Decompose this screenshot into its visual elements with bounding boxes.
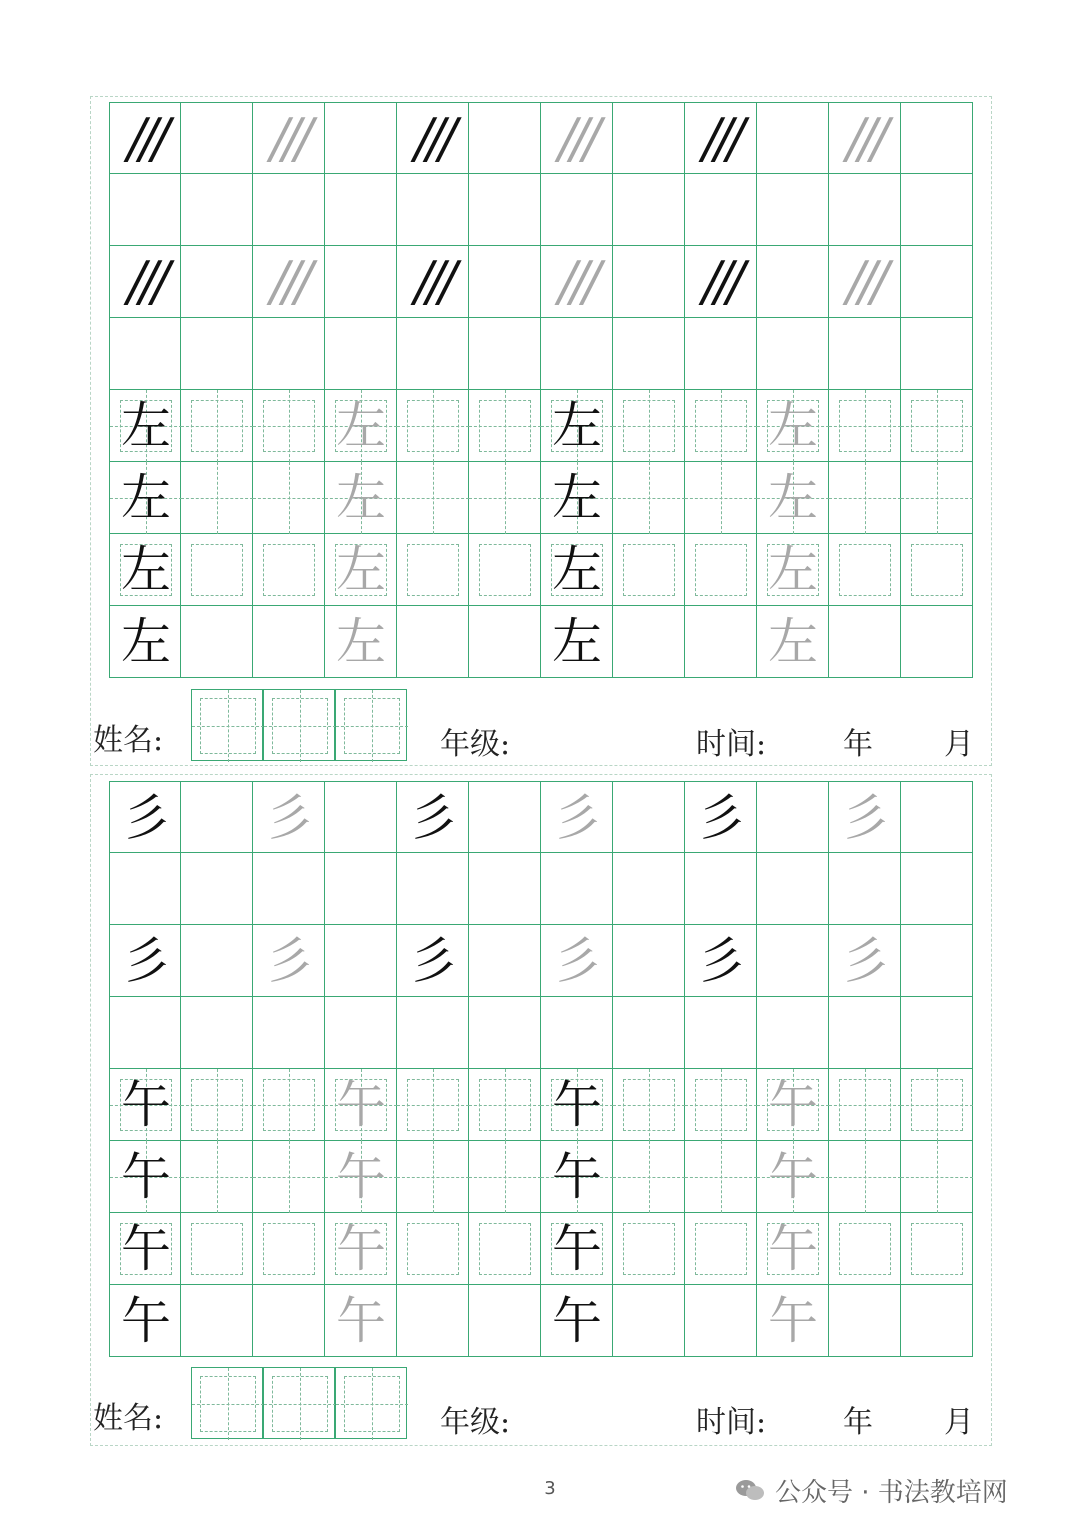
- practice-cell[interactable]: [253, 1285, 325, 1357]
- model-character: 左: [121, 469, 171, 527]
- practice-cell[interactable]: [757, 174, 829, 246]
- practice-cell[interactable]: [685, 1069, 757, 1141]
- practice-cell[interactable]: [469, 997, 541, 1069]
- practice-cell[interactable]: [253, 1141, 325, 1213]
- practice-cell[interactable]: [757, 318, 829, 390]
- practice-cell[interactable]: [469, 390, 541, 462]
- model-character: 左: [552, 397, 602, 455]
- practice-cell[interactable]: [757, 390, 829, 462]
- practice-cell[interactable]: [901, 462, 973, 534]
- month-label: 月: [944, 727, 974, 762]
- practice-cell[interactable]: [181, 318, 253, 390]
- practice-cell[interactable]: [109, 1213, 181, 1285]
- practice-cell[interactable]: [613, 1285, 685, 1357]
- practice-cell[interactable]: [901, 925, 973, 997]
- practice-cell[interactable]: [613, 390, 685, 462]
- practice-cell[interactable]: [109, 606, 181, 678]
- practice-cell[interactable]: [253, 318, 325, 390]
- practice-cell[interactable]: [109, 997, 181, 1069]
- practice-cell[interactable]: [181, 1213, 253, 1285]
- practice-cell[interactable]: [397, 1141, 469, 1213]
- trace-character: ///: [270, 250, 308, 313]
- practice-cell[interactable]: [541, 997, 613, 1069]
- practice-cell[interactable]: [541, 1285, 613, 1357]
- trace-character: ///: [558, 107, 596, 170]
- year-label: 年: [843, 1405, 873, 1440]
- practice-cell[interactable]: [541, 174, 613, 246]
- model-character: ///: [702, 250, 740, 313]
- trace-character: 午: [768, 1220, 818, 1278]
- model-character: 午: [552, 1292, 602, 1350]
- model-character: 午: [121, 1292, 171, 1350]
- practice-cell[interactable]: [757, 1141, 829, 1213]
- practice-cell[interactable]: [685, 534, 757, 606]
- model-character: 左: [552, 469, 602, 527]
- practice-cell[interactable]: [829, 1141, 901, 1213]
- practice-cell[interactable]: [109, 462, 181, 534]
- practice-cell[interactable]: [757, 1069, 829, 1141]
- trace-character: 午: [336, 1076, 386, 1134]
- practice-cell[interactable]: [397, 1285, 469, 1357]
- model-character: ///: [414, 250, 452, 313]
- trace-character: 彡: [264, 789, 314, 847]
- practice-cell[interactable]: [397, 1069, 469, 1141]
- practice-cell[interactable]: [685, 174, 757, 246]
- practice-cell[interactable]: [613, 925, 685, 997]
- practice-cell[interactable]: [685, 1213, 757, 1285]
- page-number: 3: [544, 1478, 556, 1499]
- practice-cell[interactable]: [469, 462, 541, 534]
- practice-cell[interactable]: [685, 853, 757, 925]
- practice-cell[interactable]: [253, 1213, 325, 1285]
- practice-cell[interactable]: [181, 1141, 253, 1213]
- practice-cell[interactable]: [397, 174, 469, 246]
- practice-cell[interactable]: [253, 925, 325, 997]
- watermark: [735, 1470, 1008, 1510]
- practice-cell[interactable]: [757, 997, 829, 1069]
- practice-cell[interactable]: [397, 997, 469, 1069]
- practice-cell[interactable]: [541, 1213, 613, 1285]
- practice-cell[interactable]: [397, 925, 469, 997]
- practice-cell[interactable]: [829, 1213, 901, 1285]
- trace-character: 左: [336, 397, 386, 455]
- practice-cell[interactable]: [541, 781, 613, 853]
- practice-cell[interactable]: [181, 102, 253, 174]
- trace-character: 左: [336, 469, 386, 527]
- practice-cell[interactable]: [829, 925, 901, 997]
- wechat-icon: [735, 1478, 765, 1502]
- practice-cell[interactable]: [757, 102, 829, 174]
- practice-cell[interactable]: [253, 1069, 325, 1141]
- model-character: 彡: [696, 932, 746, 990]
- practice-cell[interactable]: [109, 1285, 181, 1357]
- practice-cell[interactable]: [541, 102, 613, 174]
- practice-cell[interactable]: [901, 246, 973, 318]
- practice-cell[interactable]: [757, 1213, 829, 1285]
- practice-cell[interactable]: [901, 1213, 973, 1285]
- grid-row: [109, 997, 973, 1069]
- grid-row: [109, 1285, 973, 1357]
- trace-character: 彡: [840, 789, 890, 847]
- model-character: 午: [121, 1220, 171, 1278]
- practice-cell[interactable]: [325, 997, 397, 1069]
- month-label: 月: [944, 1405, 974, 1440]
- name-field-cell[interactable]: [335, 1367, 407, 1439]
- practice-cell[interactable]: [181, 997, 253, 1069]
- practice-cell[interactable]: [829, 997, 901, 1069]
- practice-cell[interactable]: [325, 462, 397, 534]
- practice-cell[interactable]: [397, 606, 469, 678]
- practice-cell[interactable]: [181, 781, 253, 853]
- practice-cell[interactable]: [325, 853, 397, 925]
- model-character: 左: [121, 541, 171, 599]
- practice-cell[interactable]: [685, 246, 757, 318]
- trace-character: 午: [336, 1220, 386, 1278]
- practice-cell[interactable]: [181, 1285, 253, 1357]
- practice-cell[interactable]: [109, 318, 181, 390]
- trace-character: 左: [768, 469, 818, 527]
- practice-cell[interactable]: [109, 853, 181, 925]
- practice-cell[interactable]: [181, 246, 253, 318]
- practice-cell[interactable]: [757, 534, 829, 606]
- practice-cell[interactable]: [253, 853, 325, 925]
- grid-row: [109, 1213, 973, 1285]
- practice-cell[interactable]: [325, 1141, 397, 1213]
- practice-cell[interactable]: [901, 534, 973, 606]
- practice-cell[interactable]: [397, 318, 469, 390]
- model-character: 午: [552, 1220, 602, 1278]
- practice-cell[interactable]: [829, 1285, 901, 1357]
- practice-cell[interactable]: [109, 390, 181, 462]
- model-character: ///: [702, 107, 740, 170]
- model-character: 午: [121, 1076, 171, 1134]
- grid-row: [109, 534, 973, 606]
- practice-cell[interactable]: [469, 1141, 541, 1213]
- practice-cell[interactable]: [469, 174, 541, 246]
- practice-cell[interactable]: [541, 1141, 613, 1213]
- practice-cell[interactable]: [325, 318, 397, 390]
- practice-cell[interactable]: [397, 102, 469, 174]
- practice-cell[interactable]: [253, 462, 325, 534]
- practice-cell[interactable]: [757, 781, 829, 853]
- practice-cell[interactable]: [181, 606, 253, 678]
- time-label: 时间:: [696, 1405, 767, 1440]
- watermark-text: 公众号 · 书法教培网: [775, 1477, 1008, 1508]
- practice-cell[interactable]: [757, 925, 829, 997]
- model-character: 左: [552, 613, 602, 671]
- practice-cell[interactable]: [469, 1069, 541, 1141]
- practice-cell[interactable]: [253, 102, 325, 174]
- practice-grid: [109, 102, 973, 678]
- practice-cell[interactable]: [901, 174, 973, 246]
- practice-cell[interactable]: [109, 1141, 181, 1213]
- practice-cell[interactable]: [109, 534, 181, 606]
- practice-cell[interactable]: [901, 102, 973, 174]
- practice-cell[interactable]: [829, 853, 901, 925]
- name-field-cell[interactable]: [263, 1367, 335, 1439]
- trace-character: ///: [270, 107, 308, 170]
- practice-cell[interactable]: [109, 102, 181, 174]
- practice-cell[interactable]: [541, 246, 613, 318]
- practice-cell[interactable]: [613, 606, 685, 678]
- practice-grid: [109, 781, 973, 1357]
- practice-cell[interactable]: [613, 1069, 685, 1141]
- practice-cell[interactable]: [253, 246, 325, 318]
- grid-row: [109, 102, 973, 174]
- practice-cell[interactable]: [109, 1069, 181, 1141]
- practice-cell[interactable]: [613, 1213, 685, 1285]
- practice-cell[interactable]: [685, 925, 757, 997]
- trace-character: 午: [768, 1076, 818, 1134]
- practice-cell[interactable]: [901, 1285, 973, 1357]
- practice-cell[interactable]: [901, 390, 973, 462]
- trace-character: ///: [846, 250, 884, 313]
- trace-character: 左: [336, 613, 386, 671]
- grid-row: [109, 1069, 973, 1141]
- trace-character: 左: [336, 541, 386, 599]
- model-character: 左: [121, 397, 171, 455]
- practice-cell[interactable]: [829, 246, 901, 318]
- trace-character: 彡: [840, 932, 890, 990]
- practice-cell[interactable]: [685, 102, 757, 174]
- practice-cell[interactable]: [685, 1141, 757, 1213]
- practice-cell[interactable]: [757, 1285, 829, 1357]
- practice-cell[interactable]: [829, 534, 901, 606]
- practice-cell[interactable]: [325, 1285, 397, 1357]
- practice-cell[interactable]: [613, 781, 685, 853]
- practice-cell[interactable]: [613, 102, 685, 174]
- practice-cell[interactable]: [685, 390, 757, 462]
- practice-cell[interactable]: [901, 318, 973, 390]
- practice-cell[interactable]: [325, 246, 397, 318]
- practice-cell[interactable]: [613, 174, 685, 246]
- practice-cell[interactable]: [469, 781, 541, 853]
- grid-row: [109, 462, 973, 534]
- practice-cell[interactable]: [397, 853, 469, 925]
- practice-cell[interactable]: [613, 246, 685, 318]
- practice-cell[interactable]: [469, 925, 541, 997]
- practice-cell[interactable]: [469, 1213, 541, 1285]
- practice-cell[interactable]: [469, 318, 541, 390]
- practice-cell[interactable]: [901, 1141, 973, 1213]
- practice-cell[interactable]: [541, 853, 613, 925]
- practice-cell[interactable]: [757, 853, 829, 925]
- practice-cell[interactable]: [397, 1213, 469, 1285]
- practice-cell[interactable]: [685, 1285, 757, 1357]
- model-character: 彡: [696, 789, 746, 847]
- trace-character: 彡: [264, 932, 314, 990]
- practice-cell[interactable]: [613, 462, 685, 534]
- practice-cell[interactable]: [325, 102, 397, 174]
- worksheet-footer: [0, 1367, 1080, 1439]
- practice-cell[interactable]: [541, 1069, 613, 1141]
- practice-cell[interactable]: [901, 997, 973, 1069]
- name-field-cell[interactable]: [191, 1367, 263, 1439]
- grid-row: [109, 606, 973, 678]
- name-field-cell[interactable]: [263, 689, 335, 761]
- practice-cell[interactable]: [109, 781, 181, 853]
- practice-cell[interactable]: [181, 390, 253, 462]
- practice-cell[interactable]: [829, 1069, 901, 1141]
- grade-label: 年级:: [440, 727, 511, 762]
- trace-character: 午: [768, 1148, 818, 1206]
- grid-row: [109, 174, 973, 246]
- practice-cell[interactable]: [829, 781, 901, 853]
- practice-cell[interactable]: [469, 534, 541, 606]
- practice-cell[interactable]: [181, 925, 253, 997]
- practice-cell[interactable]: [757, 606, 829, 678]
- trace-character: 午: [336, 1148, 386, 1206]
- practice-cell[interactable]: [253, 606, 325, 678]
- practice-cell[interactable]: [181, 853, 253, 925]
- practice-cell[interactable]: [901, 1069, 973, 1141]
- practice-cell[interactable]: [541, 318, 613, 390]
- practice-cell[interactable]: [469, 1285, 541, 1357]
- practice-cell[interactable]: [397, 246, 469, 318]
- model-character: 午: [552, 1076, 602, 1134]
- practice-cell[interactable]: [325, 1069, 397, 1141]
- year-label: 年: [843, 727, 873, 762]
- trace-character: ///: [558, 250, 596, 313]
- practice-cell[interactable]: [541, 534, 613, 606]
- practice-cell[interactable]: [181, 1069, 253, 1141]
- practice-cell[interactable]: [541, 925, 613, 997]
- practice-cell[interactable]: [901, 853, 973, 925]
- name-label: 姓名:: [93, 723, 164, 758]
- grid-row: [109, 246, 973, 318]
- grid-row: [109, 925, 973, 997]
- model-character: 彡: [121, 789, 171, 847]
- practice-cell[interactable]: [613, 1141, 685, 1213]
- trace-character: 左: [768, 613, 818, 671]
- practice-cell[interactable]: [325, 1213, 397, 1285]
- practice-cell[interactable]: [181, 534, 253, 606]
- practice-cell[interactable]: [541, 390, 613, 462]
- practice-cell[interactable]: [757, 246, 829, 318]
- practice-cell[interactable]: [397, 781, 469, 853]
- model-character: ///: [127, 250, 165, 313]
- name-label: 姓名:: [93, 1401, 164, 1436]
- practice-cell[interactable]: [685, 781, 757, 853]
- practice-cell[interactable]: [829, 174, 901, 246]
- practice-cell[interactable]: [253, 174, 325, 246]
- grid-row: [109, 390, 973, 462]
- trace-character: 午: [336, 1292, 386, 1350]
- practice-cell[interactable]: [325, 606, 397, 678]
- practice-cell[interactable]: [901, 781, 973, 853]
- practice-cell[interactable]: [397, 534, 469, 606]
- practice-cell[interactable]: [253, 997, 325, 1069]
- practice-cell[interactable]: [253, 390, 325, 462]
- practice-cell[interactable]: [253, 781, 325, 853]
- name-field-cell[interactable]: [335, 689, 407, 761]
- practice-cell[interactable]: [613, 853, 685, 925]
- model-character: 彡: [408, 932, 458, 990]
- worksheet-footer: [0, 689, 1080, 761]
- trace-character: 彡: [552, 789, 602, 847]
- practice-cell[interactable]: [109, 925, 181, 997]
- grid-row: [109, 318, 973, 390]
- grid-row: [109, 781, 973, 853]
- practice-cell[interactable]: [613, 997, 685, 1069]
- name-field-cell[interactable]: [191, 689, 263, 761]
- model-character: 彡: [408, 789, 458, 847]
- practice-cell[interactable]: [541, 606, 613, 678]
- practice-cell[interactable]: [181, 462, 253, 534]
- practice-cell[interactable]: [685, 462, 757, 534]
- practice-cell[interactable]: [109, 174, 181, 246]
- trace-character: 左: [768, 397, 818, 455]
- trace-character: ///: [846, 107, 884, 170]
- model-character: 左: [121, 613, 171, 671]
- practice-cell[interactable]: [829, 102, 901, 174]
- practice-cell[interactable]: [469, 853, 541, 925]
- model-character: 左: [552, 541, 602, 599]
- practice-cell[interactable]: [685, 997, 757, 1069]
- practice-cell[interactable]: [397, 462, 469, 534]
- practice-cell[interactable]: [181, 174, 253, 246]
- trace-character: 彡: [552, 932, 602, 990]
- practice-cell[interactable]: [613, 534, 685, 606]
- model-character: 午: [121, 1148, 171, 1206]
- practice-cell[interactable]: [901, 606, 973, 678]
- practice-cell[interactable]: [613, 318, 685, 390]
- grid-row: [109, 853, 973, 925]
- practice-cell[interactable]: [325, 534, 397, 606]
- trace-character: 左: [768, 541, 818, 599]
- practice-cell[interactable]: [397, 390, 469, 462]
- practice-cell[interactable]: [757, 462, 829, 534]
- practice-cell[interactable]: [829, 462, 901, 534]
- practice-cell[interactable]: [829, 318, 901, 390]
- practice-cell[interactable]: [541, 462, 613, 534]
- practice-cell[interactable]: [829, 390, 901, 462]
- model-character: ///: [414, 107, 452, 170]
- practice-cell[interactable]: [109, 246, 181, 318]
- grade-label: 年级:: [440, 1405, 511, 1440]
- practice-cell[interactable]: [253, 534, 325, 606]
- model-character: 午: [552, 1148, 602, 1206]
- practice-cell[interactable]: [469, 606, 541, 678]
- practice-cell[interactable]: [325, 781, 397, 853]
- model-character: ///: [127, 107, 165, 170]
- practice-cell[interactable]: [325, 390, 397, 462]
- grid-row: [109, 1141, 973, 1213]
- practice-cell[interactable]: [469, 246, 541, 318]
- practice-cell[interactable]: [685, 606, 757, 678]
- practice-cell[interactable]: [325, 925, 397, 997]
- practice-cell[interactable]: [325, 174, 397, 246]
- model-character: 彡: [121, 932, 171, 990]
- time-label: 时间:: [696, 727, 767, 762]
- practice-cell[interactable]: [685, 318, 757, 390]
- practice-cell[interactable]: [469, 102, 541, 174]
- trace-character: 午: [768, 1292, 818, 1350]
- practice-cell[interactable]: [829, 606, 901, 678]
